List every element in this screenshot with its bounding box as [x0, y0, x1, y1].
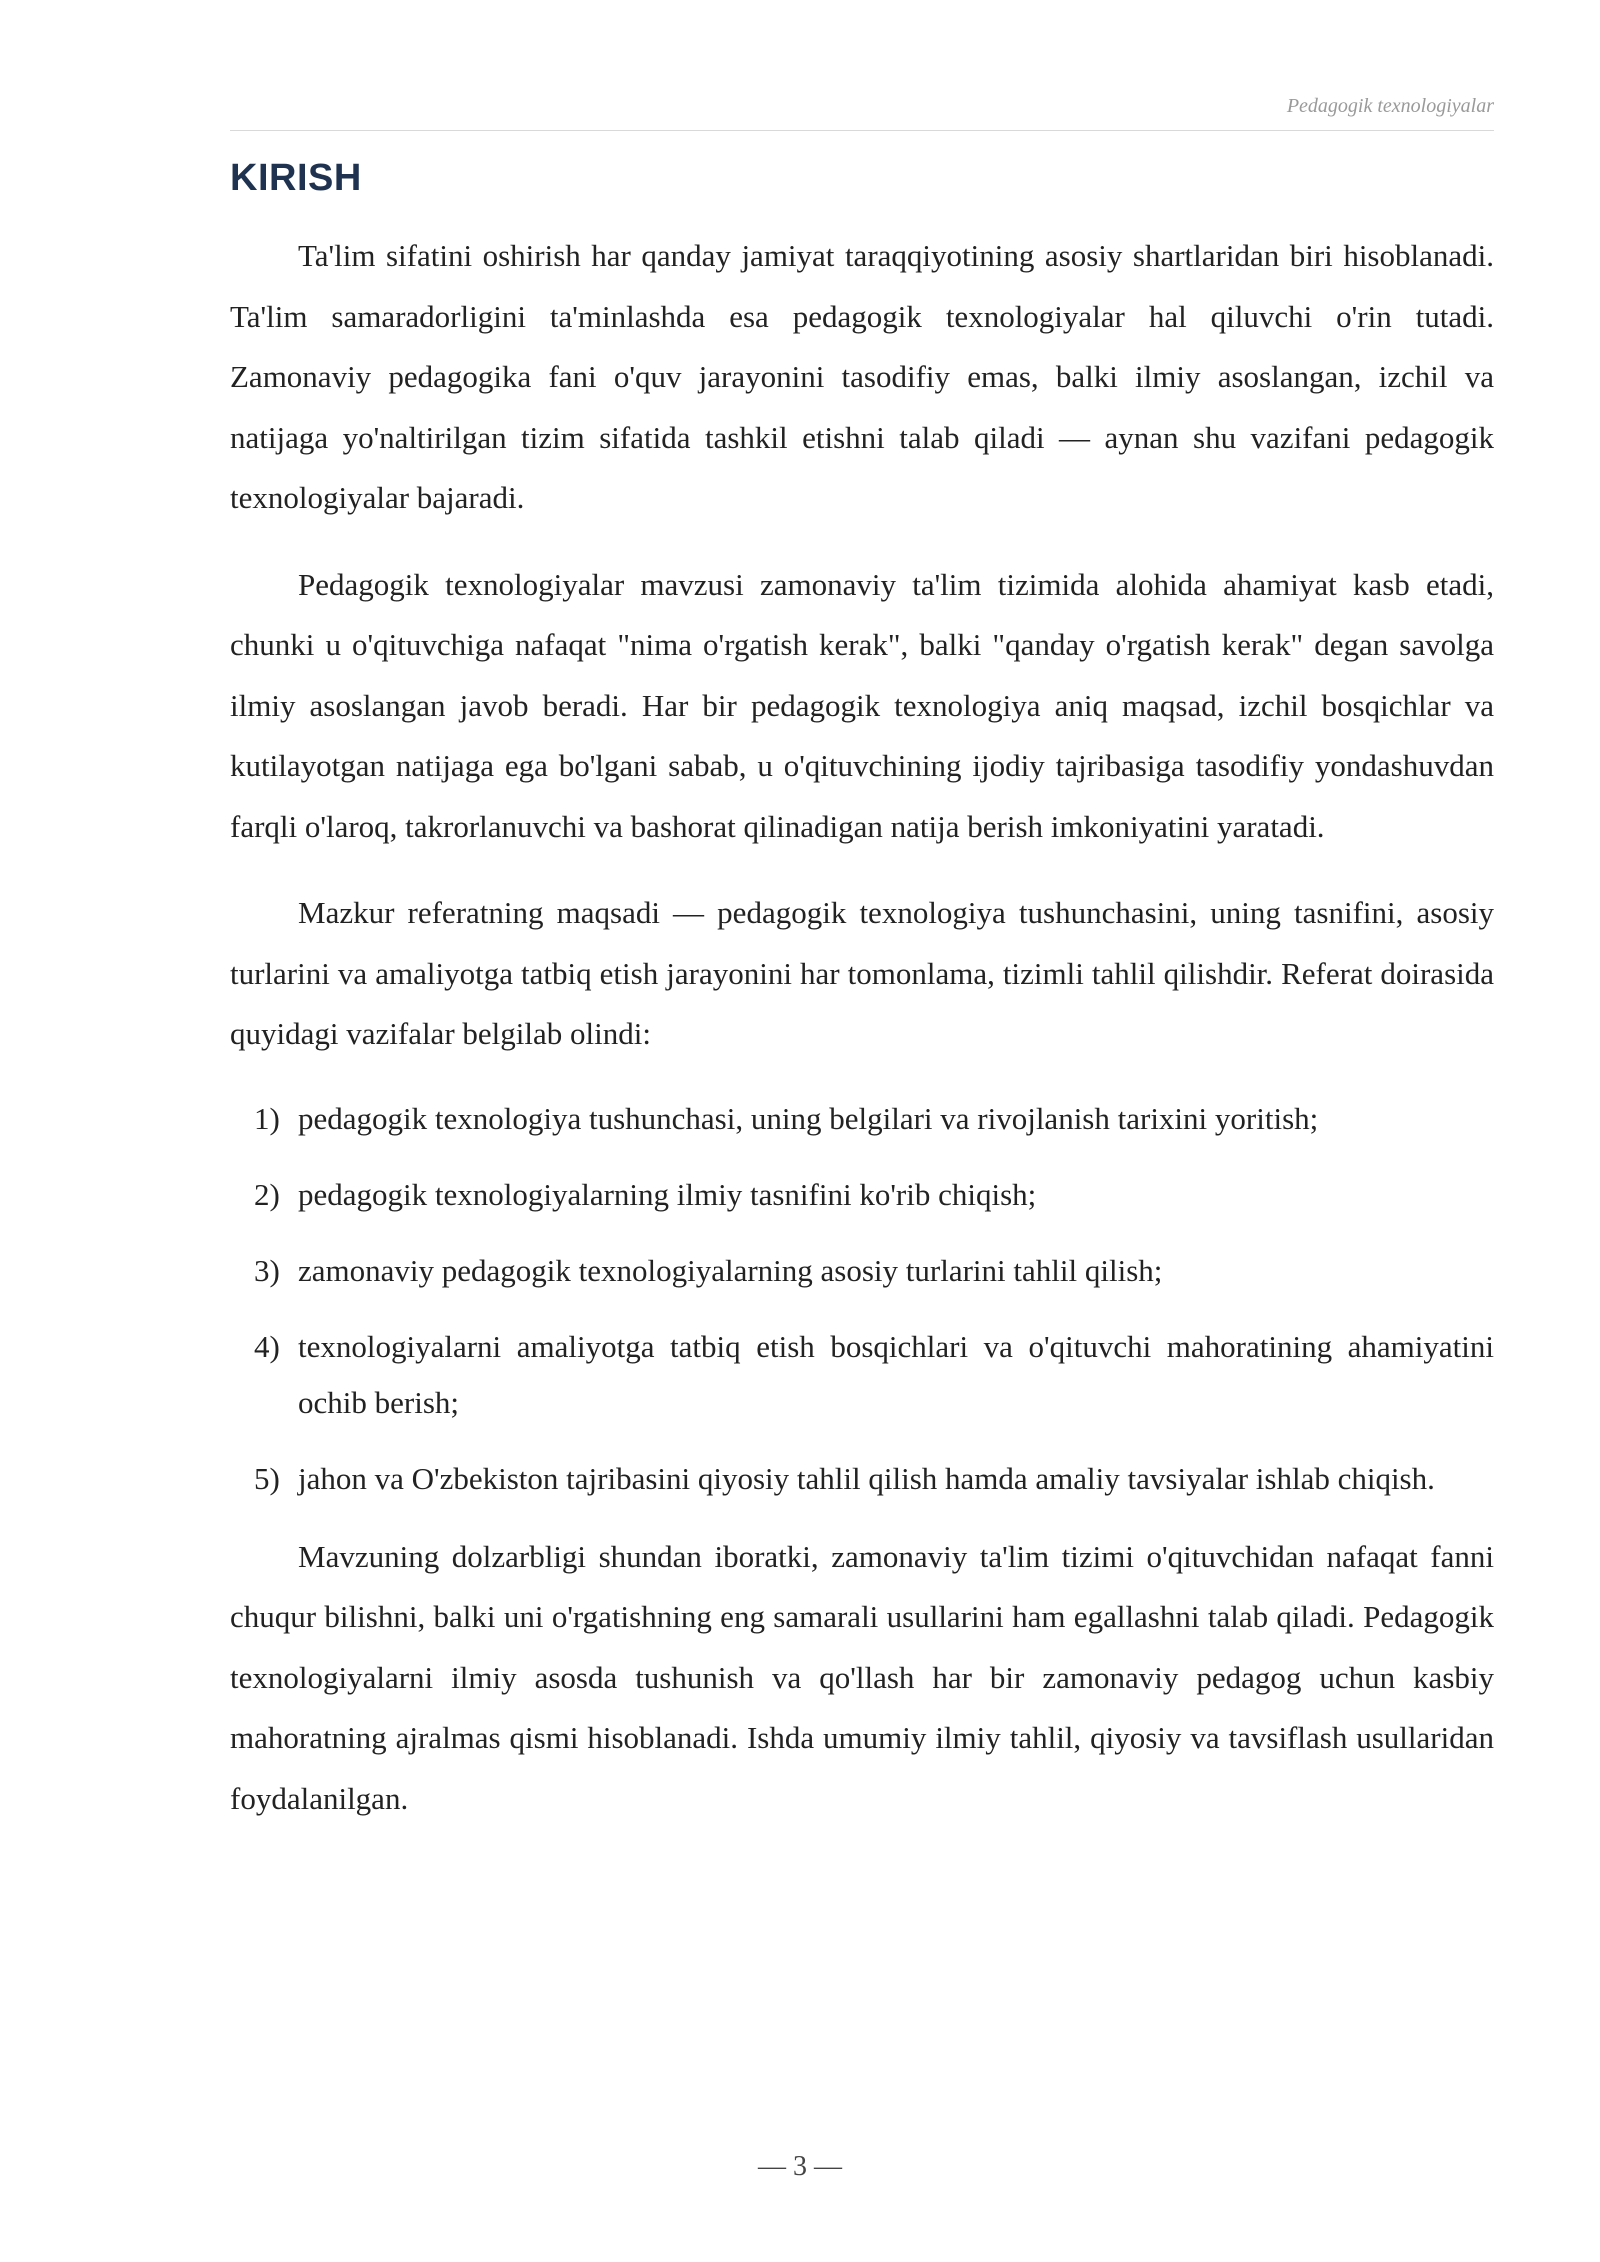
closing-paragraph: Mavzuning dolzarbligi shundan iboratki, zamonaviy ta'lim tizimi o'qituvchidan nafaqat fanni chuqur bilishni, balki uni o'rgatishning eng samarali usullarini ham egallashni talab qiladi. Pedagogik texnologiyalarni ilmiy asosda tushunish va qo'llash har bir zamonaviy pedagog uchun kasbiy mahoratning ajralmas qismi hisoblanadi. Ishda umumiy ilmiy tahlil, qiyosiy va tavsiflash usullaridan foydalanilgan. — [230, 1538, 1494, 1816]
list-item — [230, 1243, 1494, 1299]
list-item-text: jahon va O'zbekiston tajribasini qiyosiy tahlil qilish hamda amaliy tavsiyalar ishlab chiqish. — [298, 1460, 1435, 1496]
intro-paragraph-2: Pedagogik texnologiyalar mavzusi zamonaviy ta'lim tizimida alohida ahamiyat kasb etadi, chunki u o'qituvchiga nafaqat "nima o'rgatish kerak", balki "qanday o'rgatish kerak" degan savolga ilmiy asoslangan javob beradi. Har bir pedagogik texnologiya aniq maqsad, izchil bosqichlar va kutilayotgan natijaga ega bo'lgani sabab, u o'qituvchining ijodiy tajribasiga tasodifiy yondashuvdan farqli o'laroq, takrorlanuvchi va bashorat qilinadigan natija berish imkoniyatini yaratadi. — [230, 566, 1494, 844]
header-divider — [230, 130, 1494, 131]
list-item — [230, 1319, 1494, 1431]
list-item-number: 2) — [254, 1176, 280, 1212]
list-item-text: pedagogik texnologiya tushunchasi, uning belgilari va rivojlanish tarixini yoritish; — [298, 1100, 1319, 1136]
list-item-number: 1) — [254, 1100, 280, 1136]
list-item-text: texnologiyalarni amaliyotga tatbiq etish bosqichlari va o'qituvchi mahoratining ahamiyatini ochib berish; — [298, 1328, 1494, 1420]
running-header: Pedagogik texnologiyalar — [1286, 95, 1494, 117]
list-item-number: 4) — [254, 1328, 280, 1364]
list-item — [230, 1091, 1494, 1147]
list-item-text: pedagogik texnologiyalarning ilmiy tasnifini ko'rib chiqish; — [298, 1176, 1037, 1212]
intro-paragraph-1: Ta'lim sifatini oshirish har qanday jamiyat taraqqiyotining asosiy shartlaridan biri hisoblanadi. Ta'lim samaradorligini ta'minlashda esa pedagogik texnologiyalar hal qiluvchi o'rin tutadi. Zamonaviy pedagogika fani o'quv jarayonini tasodifiy emas, balki ilmiy asoslangan, izchil va natijaga yo'naltirilgan tizim sifatida tashkil etishni talab qiladi — aynan shu vazifani pedagogik texnologiyalar bajaradi. — [230, 238, 1494, 515]
list-item-number: 5) — [254, 1460, 280, 1496]
page-content — [230, 150, 1494, 1855]
section-title: KIRISH — [230, 157, 362, 199]
list-item — [230, 1167, 1494, 1223]
task-list — [230, 1091, 1494, 1507]
list-item — [230, 1451, 1494, 1507]
page-number: — 3 — — [758, 2151, 842, 2182]
list-item-number: 3) — [254, 1252, 280, 1288]
intro-paragraph-3: Mazkur referatning maqsadi — pedagogik texnologiya tushunchasini, uning tasnifini, asosiy turlarini va amaliyotga tatbiq etish jarayonini har tomonlama, tizimli tahlil qilishdir. Referat doirasida quyidagi vazifalar belgilab olindi: — [230, 895, 1494, 1051]
list-item-text: zamonaviy pedagogik texnologiyalarning asosiy turlarini tahlil qilish; — [298, 1252, 1163, 1288]
